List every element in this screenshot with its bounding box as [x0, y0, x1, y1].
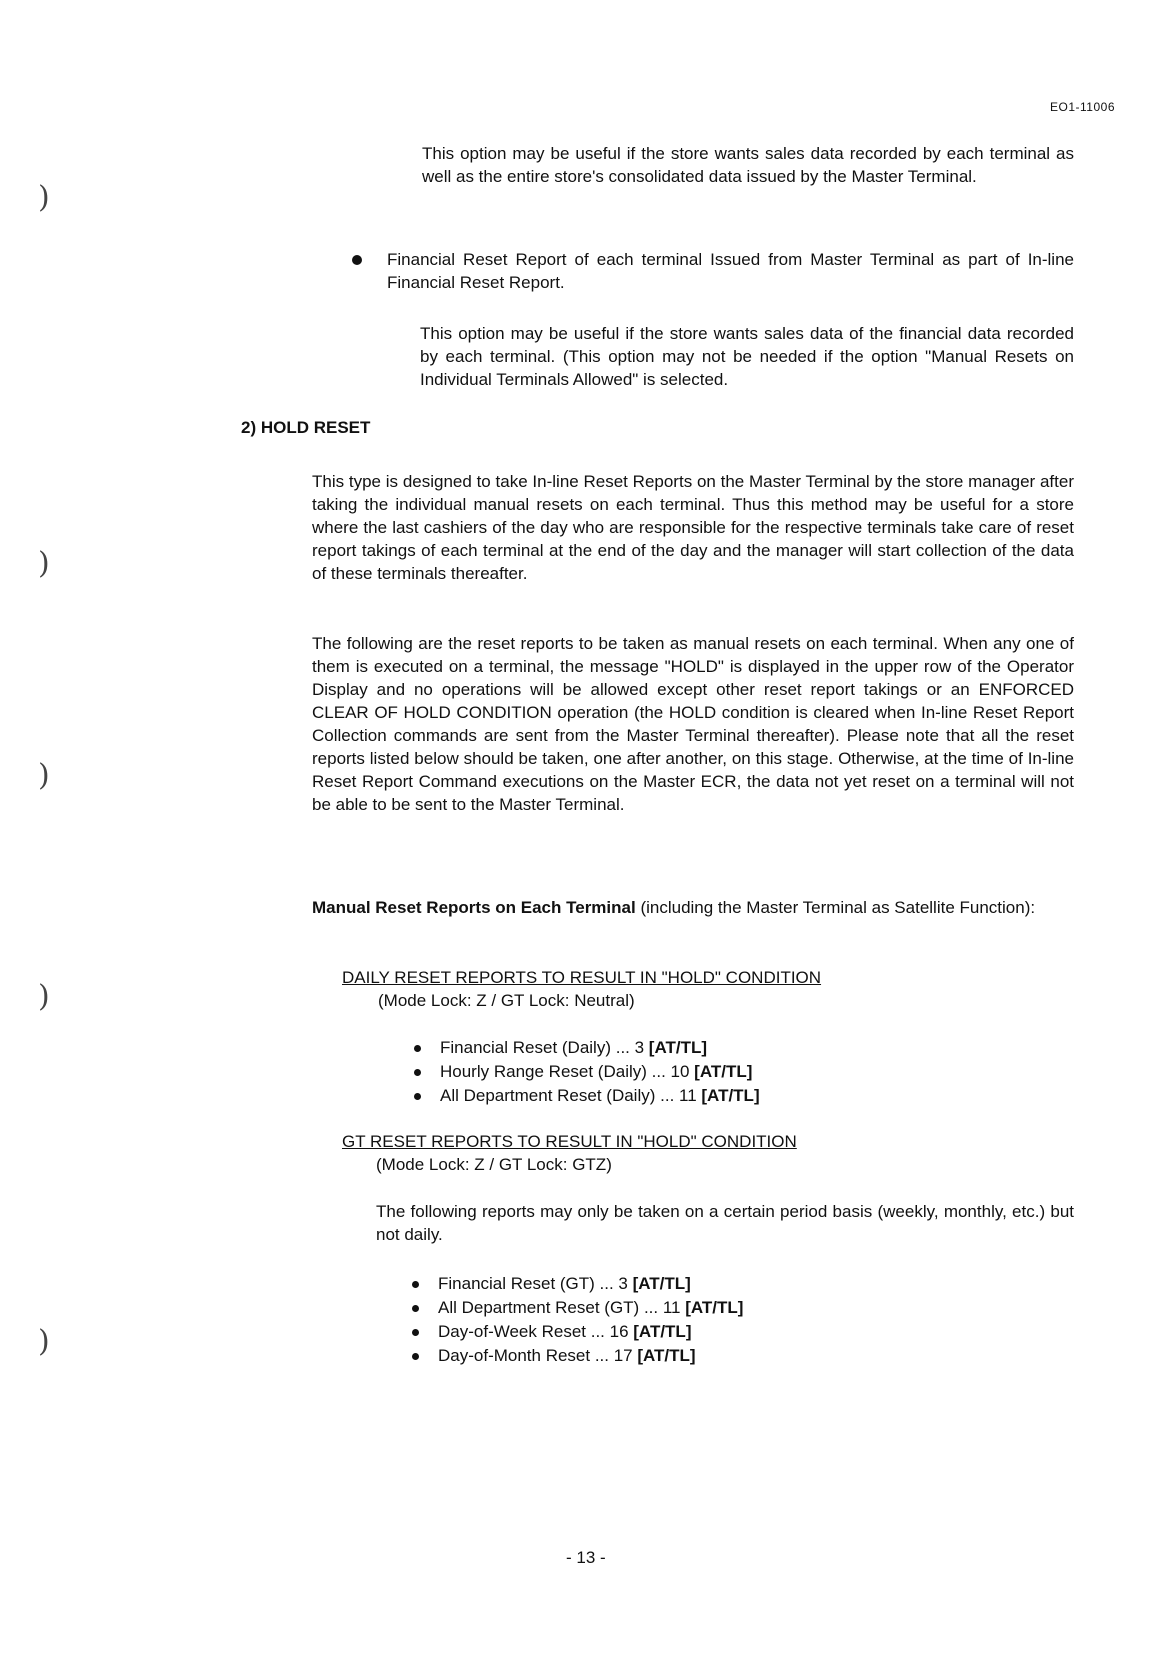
gt-reset-list [406, 1272, 743, 1368]
section-heading: 2) HOLD RESET [241, 418, 371, 437]
list-item: All Department Reset (Daily) ... 11 [AT/TL] [408, 1084, 760, 1108]
section-paragraph-2: The following are the reset reports to be taken as manual resets on each terminal. When any one of them is executed on a terminal, the message "HOLD" is displayed in the upper row of the Operator Display and no operations will be allowed except other reset report takings or an ENFORCED CLEAR OF HOLD CONDITION operation (the HOLD condition is cleared when In-line Reset Report Collection commands are sent from the Master Terminal thereafter). Please note that all the reset reports listed below should be taken, one after another, on this stage. Otherwise, at the time of In-line Reset Report Command executions on the Master ECR, the data not yet reset on a terminal will not be able to be sent to the Master Terminal. [312, 634, 1074, 814]
section-paragraph-1: This type is designed to take In-line Reset Reports on the Master Terminal by the store manager after taking the individual manual resets on each terminal. Thus this method may be useful for a store where the last cashiers of the day who are responsible for the respective terminals take care of reset report takings of each terminal at the end of the day and the manager will start collection of the data of these terminals thereafter. [312, 472, 1074, 583]
list-item: All Department Reset (GT) ... 11 [AT/TL] [406, 1296, 743, 1320]
bullet-icon [352, 255, 362, 265]
binder-mark: ) [38, 979, 50, 1014]
intro-bullet [352, 248, 1074, 294]
list-item: Financial Reset (GT) ... 3 [AT/TL] [406, 1272, 743, 1296]
manual-reset-note: (including the Master Terminal as Satellite Function): [635, 898, 1036, 917]
daily-reset-list [408, 1036, 760, 1108]
binder-mark: ) [38, 546, 50, 581]
document-id: EO1-11006 [1050, 100, 1115, 114]
binder-mark: ) [38, 758, 50, 793]
list-item: Day-of-Month Reset ... 17 [AT/TL] [406, 1344, 743, 1368]
intro-paragraph-2: This option may be useful if the store wants sales data of the financial data recorded by each terminal. (This option may not be needed if the option "Manual Resets on Individual Terminals Allowed" is selected. [420, 324, 1074, 389]
page-number: - 13 - [566, 1548, 606, 1567]
intro-paragraph-1: This option may be useful if the store wants sales data recorded by each terminal as well as the entire store's consolidated data issued by the Master Terminal. [422, 144, 1074, 186]
binder-mark: ) [38, 1324, 50, 1359]
list-item: Financial Reset (Daily) ... 3 [AT/TL] [408, 1036, 760, 1060]
list-item: Day-of-Week Reset ... 16 [AT/TL] [406, 1320, 743, 1344]
manual-reset-intro [312, 896, 1074, 919]
list-item: Hourly Range Reset (Daily) ... 10 [AT/TL] [408, 1060, 760, 1084]
manual-reset-title: Manual Reset Reports on Each Terminal [312, 898, 636, 917]
intro-bullet-text: Financial Reset Report of each terminal Issued from Master Terminal as part of In-line Financial Reset Report. [387, 250, 1074, 292]
daily-reset-heading: DAILY RESET REPORTS TO RESULT IN "HOLD" CONDITION [342, 968, 822, 987]
gt-reset-heading: GT RESET REPORTS TO RESULT IN "HOLD" CONDITION [342, 1132, 797, 1151]
daily-mode-lock: (Mode Lock: Z / GT Lock: Neutral) [378, 991, 635, 1010]
binder-mark: ) [38, 180, 50, 215]
gt-note: The following reports may only be taken on a certain period basis (weekly, monthly, etc.) but not daily. [376, 1202, 1074, 1244]
gt-mode-lock: (Mode Lock: Z / GT Lock: GTZ) [376, 1155, 612, 1174]
